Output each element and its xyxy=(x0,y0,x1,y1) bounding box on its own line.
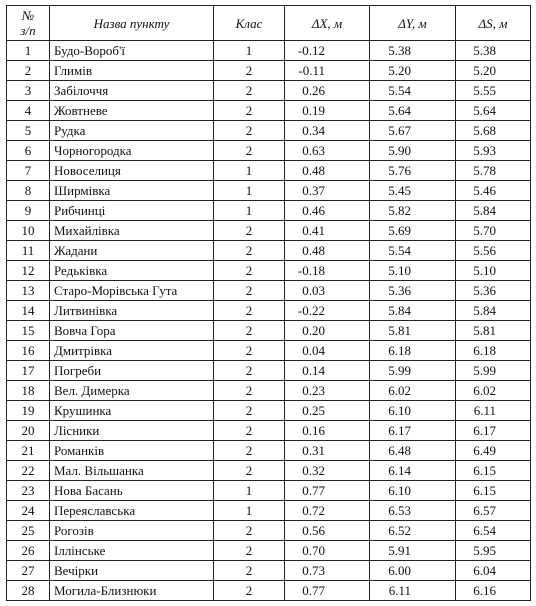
cell-dx: 0.25 xyxy=(285,401,370,421)
cell-name: Жовтневе xyxy=(50,101,214,121)
cell-number: 18 xyxy=(7,381,50,401)
cell-dy: 6.17 xyxy=(370,421,456,441)
header-name: Назва пункту xyxy=(50,6,214,41)
cell-ds: 5.36 xyxy=(456,281,531,301)
cell-ds: 6.57 xyxy=(456,501,531,521)
cell-class: 2 xyxy=(214,521,285,541)
cell-number: 19 xyxy=(7,401,50,421)
table-body xyxy=(7,41,531,601)
cell-dx: 0.32 xyxy=(285,461,370,481)
cell-dx: 0.16 xyxy=(285,421,370,441)
cell-number: 12 xyxy=(7,261,50,281)
table-row xyxy=(7,401,531,421)
cell-number: 13 xyxy=(7,281,50,301)
cell-dy: 6.52 xyxy=(370,521,456,541)
cell-class: 2 xyxy=(214,381,285,401)
cell-dx: 0.48 xyxy=(285,161,370,181)
cell-ds: 5.81 xyxy=(456,321,531,341)
cell-ds: 6.15 xyxy=(456,461,531,481)
cell-name: Литвинівка xyxy=(50,301,214,321)
cell-name: Жадани xyxy=(50,241,214,261)
cell-class: 1 xyxy=(214,481,285,501)
cell-ds: 6.49 xyxy=(456,441,531,461)
cell-class: 1 xyxy=(214,161,285,181)
cell-number: 6 xyxy=(7,141,50,161)
table-row xyxy=(7,141,531,161)
cell-dy: 6.10 xyxy=(370,401,456,421)
cell-class: 2 xyxy=(214,401,285,421)
table-row xyxy=(7,361,531,381)
table-row xyxy=(7,481,531,501)
cell-name: Могила-Близнюки xyxy=(50,581,214,601)
cell-ds: 5.38 xyxy=(456,41,531,61)
header-number-line1: № xyxy=(21,8,35,23)
cell-name: Погреби xyxy=(50,361,214,381)
cell-number: 9 xyxy=(7,201,50,221)
cell-ds: 5.99 xyxy=(456,361,531,381)
cell-dy: 5.84 xyxy=(370,301,456,321)
cell-class: 1 xyxy=(214,181,285,201)
cell-class: 2 xyxy=(214,361,285,381)
cell-dx: 0.14 xyxy=(285,361,370,381)
cell-dx: 0.23 xyxy=(285,381,370,401)
table-row xyxy=(7,381,531,401)
cell-class: 2 xyxy=(214,461,285,481)
cell-dx: -0.22 xyxy=(285,301,370,321)
cell-dx: 0.19 xyxy=(285,101,370,121)
table-row xyxy=(7,101,531,121)
table-row xyxy=(7,461,531,481)
table-row xyxy=(7,201,531,221)
header-dy: ΔY, м xyxy=(370,6,456,41)
cell-number: 20 xyxy=(7,421,50,441)
table-row xyxy=(7,301,531,321)
cell-dy: 5.99 xyxy=(370,361,456,381)
header-class: Клас xyxy=(214,6,285,41)
cell-dy: 5.91 xyxy=(370,541,456,561)
cell-dx: 0.04 xyxy=(285,341,370,361)
cell-ds: 5.70 xyxy=(456,221,531,241)
cell-dy: 6.18 xyxy=(370,341,456,361)
table-row xyxy=(7,61,531,81)
header-ds: ΔS, м xyxy=(456,6,531,41)
cell-class: 2 xyxy=(214,101,285,121)
cell-class: 2 xyxy=(214,581,285,601)
cell-ds: 5.56 xyxy=(456,241,531,261)
cell-dx: 0.77 xyxy=(285,581,370,601)
cell-ds: 6.15 xyxy=(456,481,531,501)
cell-dx: 0.26 xyxy=(285,81,370,101)
cell-dy: 6.02 xyxy=(370,381,456,401)
cell-number: 26 xyxy=(7,541,50,561)
cell-dy: 5.36 xyxy=(370,281,456,301)
cell-number: 16 xyxy=(7,341,50,361)
table-row xyxy=(7,221,531,241)
cell-number: 5 xyxy=(7,121,50,141)
cell-ds: 5.10 xyxy=(456,261,531,281)
cell-dy: 6.14 xyxy=(370,461,456,481)
cell-name: Рибчинці xyxy=(50,201,214,221)
cell-ds: 6.04 xyxy=(456,561,531,581)
table-row xyxy=(7,501,531,521)
cell-name: Забілоччя xyxy=(50,81,214,101)
cell-ds: 5.20 xyxy=(456,61,531,81)
cell-number: 10 xyxy=(7,221,50,241)
table-row xyxy=(7,281,531,301)
cell-name: Мал. Вільшанка xyxy=(50,461,214,481)
cell-class: 1 xyxy=(214,201,285,221)
cell-dy: 5.54 xyxy=(370,241,456,261)
cell-name: Ширмівка xyxy=(50,181,214,201)
cell-dy: 6.11 xyxy=(370,581,456,601)
table-row xyxy=(7,241,531,261)
cell-name: Романків xyxy=(50,441,214,461)
cell-name: Іллінське xyxy=(50,541,214,561)
table-row xyxy=(7,41,531,61)
cell-class: 2 xyxy=(214,141,285,161)
cell-dy: 5.69 xyxy=(370,221,456,241)
cell-number: 2 xyxy=(7,61,50,81)
header-number-line2: з/п xyxy=(20,23,36,38)
cell-name: Рогозів xyxy=(50,521,214,541)
cell-class: 2 xyxy=(214,541,285,561)
cell-number: 22 xyxy=(7,461,50,481)
cell-number: 15 xyxy=(7,321,50,341)
cell-number: 1 xyxy=(7,41,50,61)
header-row xyxy=(7,6,531,41)
cell-dy: 5.10 xyxy=(370,261,456,281)
cell-dy: 5.67 xyxy=(370,121,456,141)
cell-ds: 6.16 xyxy=(456,581,531,601)
cell-number: 8 xyxy=(7,181,50,201)
cell-ds: 6.54 xyxy=(456,521,531,541)
cell-class: 2 xyxy=(214,241,285,261)
table-row xyxy=(7,521,531,541)
cell-number: 28 xyxy=(7,581,50,601)
header-dx: ΔX, м xyxy=(285,6,370,41)
cell-ds: 5.93 xyxy=(456,141,531,161)
cell-dy: 6.53 xyxy=(370,501,456,521)
cell-dx: 0.77 xyxy=(285,481,370,501)
cell-ds: 5.95 xyxy=(456,541,531,561)
cell-dy: 5.45 xyxy=(370,181,456,201)
table-row xyxy=(7,441,531,461)
cell-dx: 0.34 xyxy=(285,121,370,141)
cell-ds: 6.02 xyxy=(456,381,531,401)
cell-name: Редьківка xyxy=(50,261,214,281)
cell-name: Дмитрівка xyxy=(50,341,214,361)
cell-ds: 5.46 xyxy=(456,181,531,201)
cell-class: 2 xyxy=(214,441,285,461)
cell-class: 2 xyxy=(214,341,285,361)
cell-ds: 6.11 xyxy=(456,401,531,421)
table-row xyxy=(7,561,531,581)
cell-dy: 5.38 xyxy=(370,41,456,61)
cell-number: 7 xyxy=(7,161,50,181)
cell-dx: -0.18 xyxy=(285,261,370,281)
cell-ds: 5.84 xyxy=(456,201,531,221)
cell-name: Новоселиця xyxy=(50,161,214,181)
cell-class: 2 xyxy=(214,121,285,141)
cell-number: 14 xyxy=(7,301,50,321)
cell-number: 17 xyxy=(7,361,50,381)
cell-dx: 0.03 xyxy=(285,281,370,301)
table-row xyxy=(7,181,531,201)
cell-number: 21 xyxy=(7,441,50,461)
table-row xyxy=(7,581,531,601)
cell-dy: 5.82 xyxy=(370,201,456,221)
table-row xyxy=(7,121,531,141)
points-table-wrapper xyxy=(6,5,531,601)
cell-number: 25 xyxy=(7,521,50,541)
cell-class: 2 xyxy=(214,421,285,441)
cell-name: Переяславська xyxy=(50,501,214,521)
cell-dx: 0.46 xyxy=(285,201,370,221)
cell-ds: 6.18 xyxy=(456,341,531,361)
cell-name: Будо-Вороб'ї xyxy=(50,41,214,61)
cell-class: 2 xyxy=(214,281,285,301)
cell-name: Михайлівка xyxy=(50,221,214,241)
cell-number: 4 xyxy=(7,101,50,121)
cell-ds: 5.55 xyxy=(456,81,531,101)
cell-dx: -0.11 xyxy=(285,61,370,81)
cell-dx: 0.56 xyxy=(285,521,370,541)
cell-number: 27 xyxy=(7,561,50,581)
cell-dx: -0.12 xyxy=(285,41,370,61)
cell-number: 3 xyxy=(7,81,50,101)
cell-name: Глимів xyxy=(50,61,214,81)
cell-dx: 0.31 xyxy=(285,441,370,461)
cell-class: 2 xyxy=(214,301,285,321)
cell-dx: 0.72 xyxy=(285,501,370,521)
table-row xyxy=(7,161,531,181)
points-table xyxy=(6,5,531,601)
cell-name: Рудка xyxy=(50,121,214,141)
cell-dy: 5.90 xyxy=(370,141,456,161)
header-number xyxy=(7,6,50,41)
table-row xyxy=(7,261,531,281)
cell-ds: 5.68 xyxy=(456,121,531,141)
cell-class: 2 xyxy=(214,321,285,341)
table-row xyxy=(7,541,531,561)
cell-ds: 6.17 xyxy=(456,421,531,441)
cell-dy: 6.00 xyxy=(370,561,456,581)
cell-dx: 0.70 xyxy=(285,541,370,561)
cell-name: Лісники xyxy=(50,421,214,441)
cell-name: Крушинка xyxy=(50,401,214,421)
table-row xyxy=(7,81,531,101)
cell-name: Чорногородка xyxy=(50,141,214,161)
cell-name: Вечірки xyxy=(50,561,214,581)
cell-dy: 5.20 xyxy=(370,61,456,81)
cell-dy: 6.10 xyxy=(370,481,456,501)
cell-name: Нова Басань xyxy=(50,481,214,501)
cell-class: 1 xyxy=(214,501,285,521)
cell-ds: 5.84 xyxy=(456,301,531,321)
cell-name: Старо-Морівська Гута xyxy=(50,281,214,301)
cell-name: Вовча Гора xyxy=(50,321,214,341)
cell-dy: 5.76 xyxy=(370,161,456,181)
cell-dx: 0.20 xyxy=(285,321,370,341)
cell-dy: 5.81 xyxy=(370,321,456,341)
table-row xyxy=(7,421,531,441)
cell-dy: 5.64 xyxy=(370,101,456,121)
cell-number: 23 xyxy=(7,481,50,501)
cell-dy: 5.54 xyxy=(370,81,456,101)
cell-dx: 0.73 xyxy=(285,561,370,581)
cell-dx: 0.37 xyxy=(285,181,370,201)
cell-dy: 6.48 xyxy=(370,441,456,461)
cell-class: 2 xyxy=(214,561,285,581)
cell-dx: 0.63 xyxy=(285,141,370,161)
cell-dx: 0.41 xyxy=(285,221,370,241)
cell-ds: 5.64 xyxy=(456,101,531,121)
cell-class: 2 xyxy=(214,81,285,101)
cell-number: 11 xyxy=(7,241,50,261)
cell-name: Вел. Димерка xyxy=(50,381,214,401)
cell-number: 24 xyxy=(7,501,50,521)
cell-ds: 5.78 xyxy=(456,161,531,181)
cell-class: 2 xyxy=(214,221,285,241)
table-row xyxy=(7,341,531,361)
cell-class: 2 xyxy=(214,61,285,81)
cell-dx: 0.48 xyxy=(285,241,370,261)
cell-class: 2 xyxy=(214,261,285,281)
table-row xyxy=(7,321,531,341)
cell-class: 1 xyxy=(214,41,285,61)
